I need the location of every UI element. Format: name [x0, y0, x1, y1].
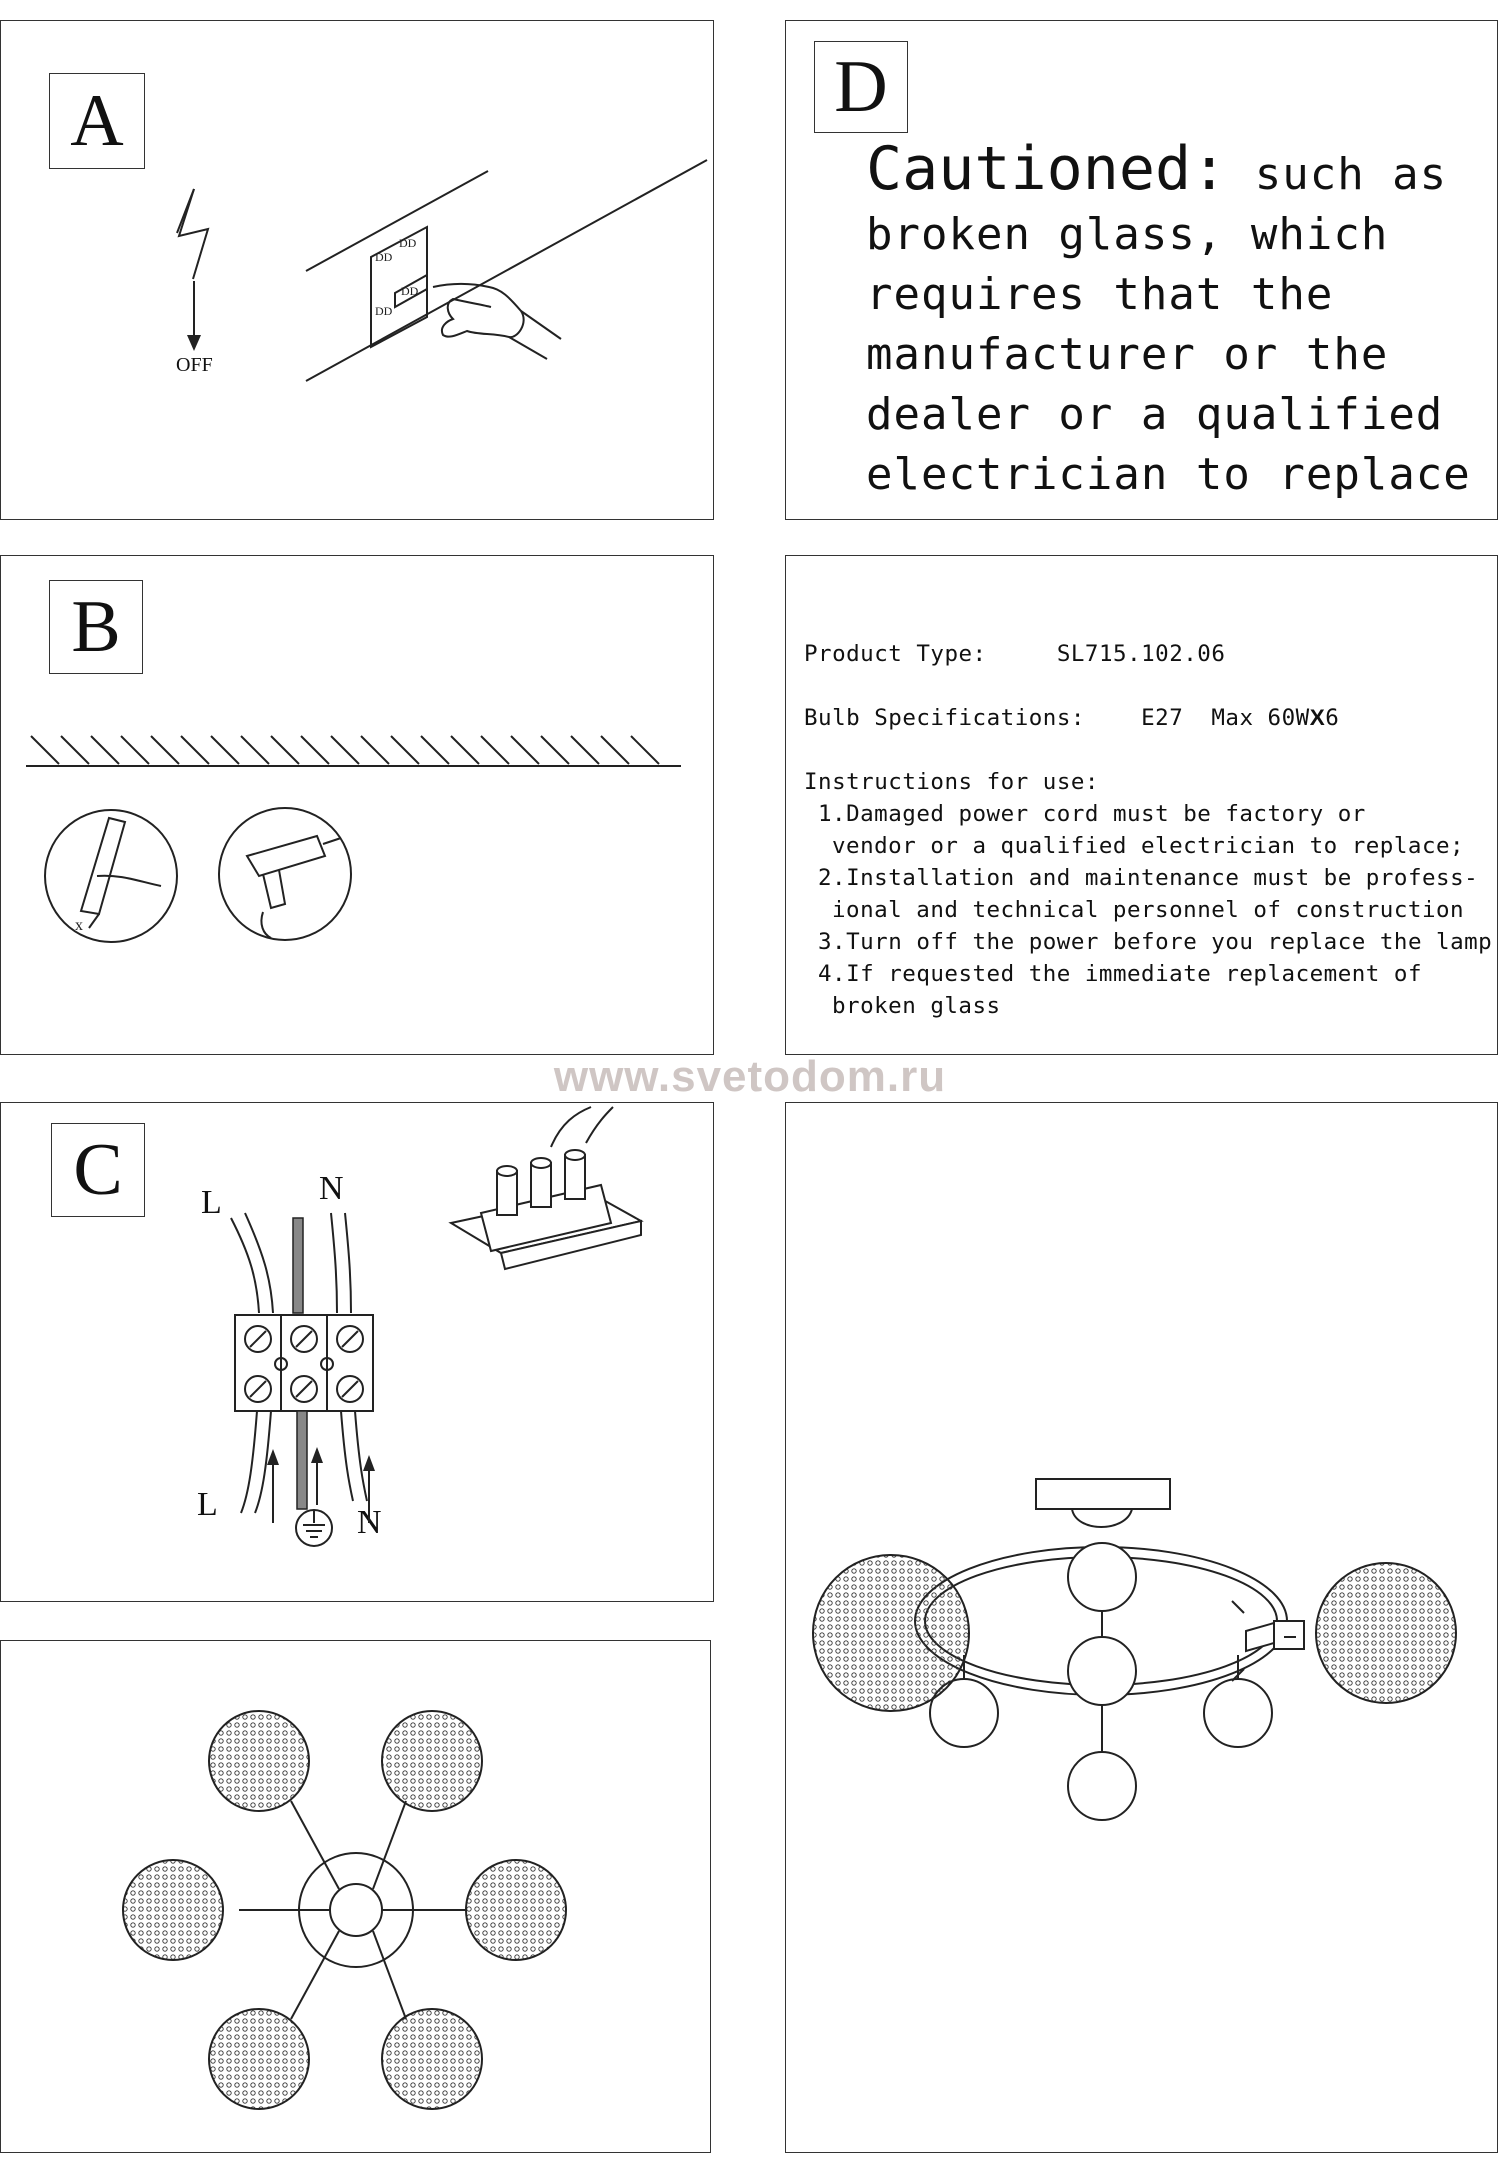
bulb-count: 6 — [1325, 705, 1340, 731]
panel-top-view — [0, 1640, 711, 2153]
hatch-line — [31, 736, 59, 764]
ceiling-canopy-icon — [1036, 1479, 1170, 1527]
lightning-icon — [177, 189, 208, 279]
bulb-spec-row — [804, 702, 1484, 734]
instruction-line: ional and technical personnel of construction — [832, 897, 1465, 923]
panel-b-letter: B — [49, 580, 143, 674]
power-off-illustration — [1, 21, 715, 521]
bulb-spec-label: Bulb Specifications: — [804, 705, 1085, 731]
wiring-diagram — [1, 1103, 715, 1603]
hatch-line — [61, 736, 89, 764]
glass-shade-icon — [123, 1711, 566, 2109]
product-type-label: Product Type: — [804, 641, 987, 667]
hatch-line — [121, 736, 149, 764]
hatch-line — [211, 736, 239, 764]
instruction-line: 1.Damaged power cord must be factory or — [818, 801, 1366, 827]
panel-c-letter: C — [51, 1123, 145, 1217]
drill-icon — [219, 808, 351, 940]
hatch-line — [631, 736, 659, 764]
connector-3d-icon — [451, 1107, 641, 1269]
hatch-line — [271, 736, 299, 764]
clear-bulb-icon — [930, 1543, 1272, 1820]
panel-a — [0, 20, 714, 520]
svg-text:DD: DD — [401, 284, 419, 298]
hatch-line — [541, 736, 569, 764]
hatch-line — [601, 736, 629, 764]
hatch-line — [451, 736, 479, 764]
ground-symbol-icon — [296, 1510, 332, 1546]
label-l-top: L — [201, 1184, 222, 1221]
hatch-line — [481, 736, 509, 764]
hatch-line — [391, 736, 419, 764]
wall-switch-icon — [306, 160, 707, 381]
marking-pencil-icon — [45, 810, 177, 942]
instruction-line: broken glass — [832, 993, 1001, 1019]
hatch-line — [421, 736, 449, 764]
panel-d-letter: D — [814, 41, 908, 133]
hand-icon — [433, 284, 561, 359]
lamp-side-view — [786, 1103, 1499, 2154]
output-wires — [241, 1411, 367, 1513]
spec-text-block — [804, 638, 1493, 1022]
hatch-line — [571, 736, 599, 764]
terminal-block-icon — [235, 1315, 373, 1411]
lamp-top-view — [1, 1641, 712, 2154]
panel-c — [0, 1102, 714, 1602]
svg-text:x: x — [75, 917, 83, 934]
instruction-line: 4.If requested the immediate replacement of — [818, 961, 1422, 987]
watermark: www.svetodom.ru — [553, 1052, 947, 1101]
hatch-line — [91, 736, 119, 764]
product-type-value: SL715.102.06 — [1056, 641, 1226, 667]
bulb-socket: E27 — [1141, 705, 1184, 731]
input-wires — [231, 1213, 351, 1313]
svg-text:DD: DD — [399, 236, 417, 250]
svg-text:DD: DD — [375, 250, 393, 264]
panel-d — [785, 20, 1498, 520]
ceiling-hatch-icon — [26, 736, 681, 766]
label-n-bottom: N — [357, 1504, 382, 1541]
hatch-line — [331, 736, 359, 764]
panel-spec — [785, 555, 1498, 1055]
bulb-power: Max 60W — [1211, 705, 1310, 731]
panel-side-view — [785, 1102, 1498, 2153]
hatch-line — [181, 736, 209, 764]
hatch-line — [241, 736, 269, 764]
instruction-line: 2.Installation and maintenance must be profess- — [818, 865, 1479, 891]
bulb-multiplier: X — [1309, 705, 1326, 730]
hatch-line — [511, 736, 539, 764]
caution-body: such as broken glass, which requires that the manufacturer or the dealer or a qualified electrician to replace — [866, 149, 1471, 500]
instruction-line: 3.Turn off the power before you replace the lamp — [818, 929, 1493, 955]
panel-a-letter: A — [49, 73, 145, 169]
instructions-title: Instructions for use: — [804, 769, 1099, 795]
hatch-line — [301, 736, 329, 764]
caution-title: Cautioned: — [866, 134, 1228, 204]
hatch-line — [151, 736, 179, 764]
hatch-line — [361, 736, 389, 764]
label-l-bottom: L — [197, 1486, 218, 1523]
instruction-line: vendor or a qualified electrician to replace; — [832, 833, 1465, 859]
socket-detail-icon — [1232, 1601, 1304, 1681]
svg-text:DD: DD — [375, 304, 393, 318]
product-type-row — [804, 638, 1484, 670]
arrow-down-icon — [187, 281, 201, 351]
lamp-frame — [239, 1801, 467, 2019]
off-label: OFF — [176, 354, 213, 376]
drilling-illustration — [1, 556, 715, 1056]
panel-b — [0, 555, 714, 1055]
caution-text-block — [866, 134, 1476, 505]
label-n-top: N — [319, 1170, 344, 1207]
